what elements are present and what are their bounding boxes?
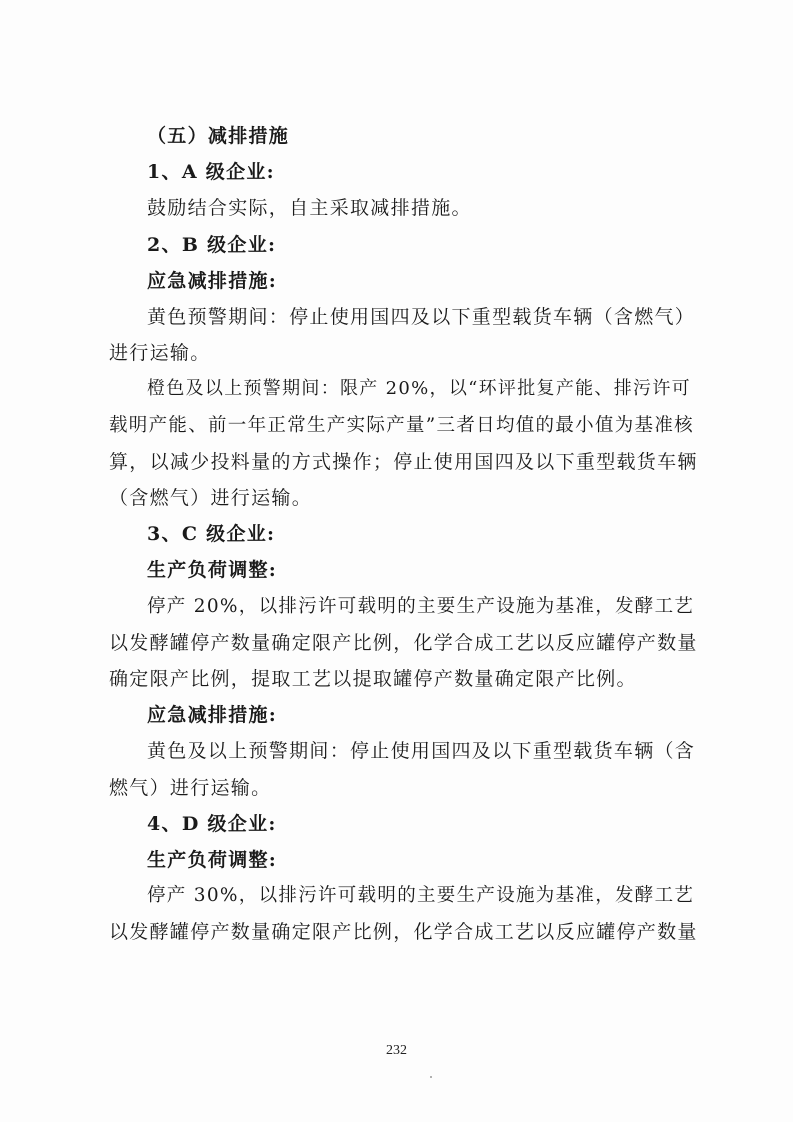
c-grade-load-line-1: 停产 20%，以排污许可载明的主要生产设施为基准，发酵工艺: [147, 595, 695, 617]
b-grade-yellow-line-2: 进行运输。: [109, 342, 211, 365]
b-grade-orange-line-3: 算，以减少投料量的方式操作；停止使用国四及以下重型载货车辆: [109, 450, 698, 473]
page-number: 232: [386, 1043, 407, 1058]
a-grade-text: 鼓励结合实际，自主采取减排措施。: [147, 197, 472, 220]
c-grade-load-heading: 生产负荷调整:: [147, 559, 278, 582]
d-grade-load-line-2: 以发酵罐停产数量确定限产比例，化学合成工艺以反应罐停产数量: [109, 921, 698, 944]
b-grade-heading: 2、B 级企业:: [147, 233, 277, 256]
b-grade-orange-line-4: （含燃气）进行运输。: [109, 487, 313, 510]
c-grade-emergency-heading: 应急减排措施:: [147, 704, 278, 727]
c-grade-load-line-3: 确定限产比例，提取工艺以提取罐停产数量确定限产比例。: [109, 668, 637, 691]
d-grade-load-line-1: 停产 30%，以排污许可载明的主要生产设施为基准，发酵工艺: [147, 885, 695, 907]
c-grade-emergency-line-1: 黄色及以上预警期间：停止使用国四及以下重型载货车辆（含: [147, 740, 696, 763]
b-grade-orange-line-1: 橙色及以上预警期间：限产 20%，以“环评批复产能、排污许可: [147, 378, 691, 400]
page-content: [109, 118, 699, 951]
c-grade-emergency-line-2: 燃气）进行运输。: [109, 776, 272, 799]
c-grade-load-line-2: 以发酵罐停产数量确定限产比例，化学合成工艺以反应罐停产数量: [109, 631, 698, 654]
section-title: （五）减排措施: [147, 125, 290, 147]
b-grade-yellow-line-1: 黄色预警期间：停止使用国四及以下重型载货车辆（含燃气）: [147, 306, 696, 329]
a-grade-heading: 1、A 级企业:: [147, 161, 275, 184]
b-grade-subheading: 应急减排措施:: [147, 269, 278, 292]
b-grade-orange-line-2: 载明产能、前一年正常生产实际产量”三者日均值的最小值为基准核: [109, 414, 694, 436]
d-grade-heading: 4、D 级企业:: [147, 812, 277, 835]
scan-speck: [430, 1076, 432, 1078]
c-grade-heading: 3、C 级企业:: [147, 523, 276, 546]
d-grade-load-heading: 生产负荷调整:: [147, 849, 278, 872]
